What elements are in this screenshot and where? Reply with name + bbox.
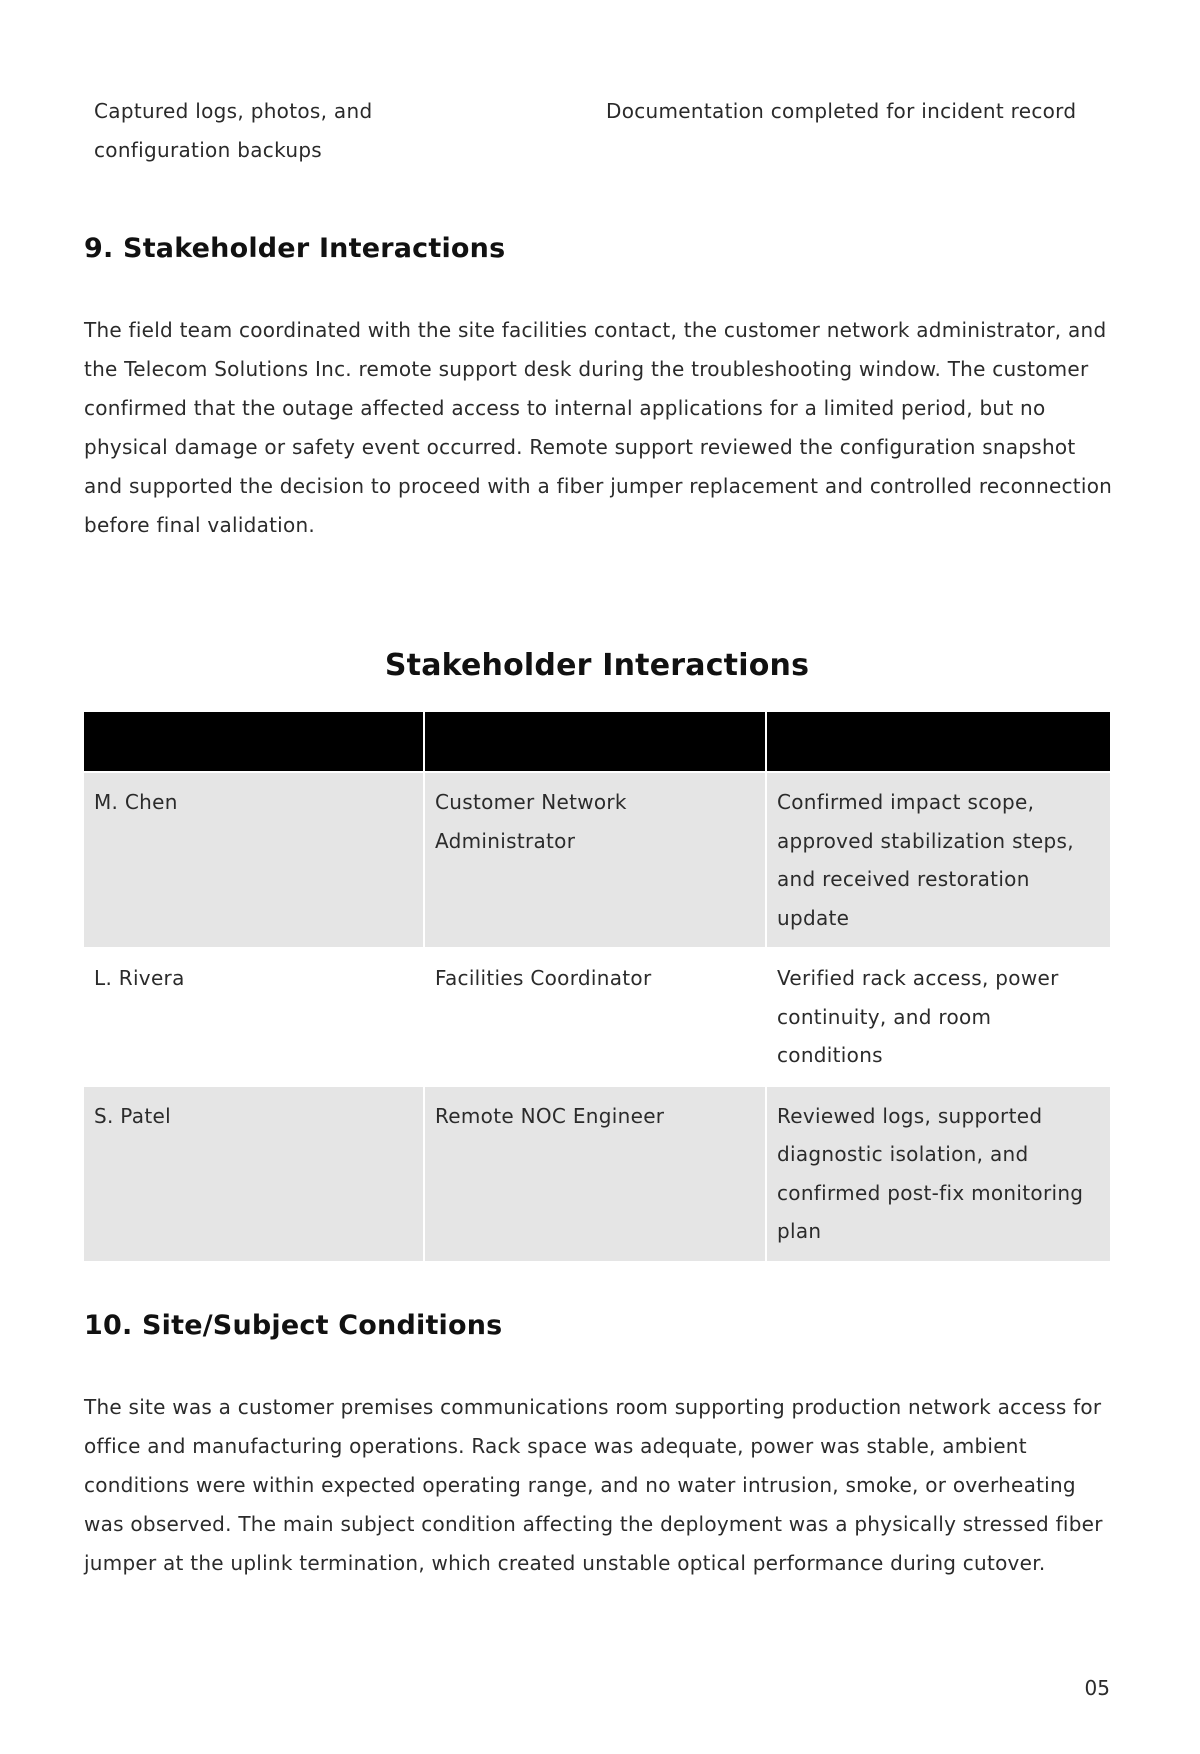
page-number: 05 — [1084, 1676, 1110, 1700]
section-10-heading: 10. Site/Subject Conditions — [84, 1310, 503, 1341]
cell-name: L. Rivera — [84, 947, 425, 1085]
header-cell-name — [84, 712, 425, 771]
cell-interaction: Confirmed impact scope, approved stabilization steps, and received restoration update — [767, 771, 1110, 947]
cell-interaction: Verified rack access, power continuity, and room conditions — [767, 947, 1110, 1085]
table-row — [84, 771, 1110, 947]
cell-role: Facilities Coordinator — [425, 947, 767, 1085]
table-row — [84, 1085, 1110, 1261]
section-9-paragraph: The field team coordinated with the site facilities contact, the customer network administrator, and the Telecom Solutions Inc. remote support desk during the troubleshooting window. The customer confirmed that the outage affected access to internal applications for a limited period, but no physical damage or safety event occurred. Remote support reviewed the configuration snapshot and supported the decision to proceed with a fiber jumper replacement and controlled reconnection before final validation. — [84, 318, 1113, 537]
section-10-paragraph: The site was a customer premises communications room supporting production network access for office and manufacturing operations. Rack space was adequate, power was stable, ambient conditions were within expected operating range, and no water intrusion, smoke, or overheating was observed. The main subject condition affecting the deployment was a physically stressed fiber jumper at the uplink termination, which created unstable optical performance during cutover. — [84, 1395, 1103, 1575]
stakeholder-table-header-row — [84, 712, 1110, 771]
cell-interaction: Reviewed logs, supported diagnostic isolation, and confirmed post-fix monitoring plan — [767, 1085, 1110, 1261]
carry-over-cell-outcome: Documentation completed for incident record — [606, 99, 1077, 123]
table-row — [84, 947, 1110, 1085]
cell-role: Customer Network Administrator — [425, 771, 767, 947]
header-cell-interaction — [767, 712, 1110, 771]
stakeholder-table — [84, 712, 1110, 1261]
stakeholder-table-title: Stakeholder Interactions — [384, 648, 810, 683]
header-cell-role — [425, 712, 767, 771]
cell-name: S. Patel — [84, 1085, 425, 1261]
cell-role: Remote NOC Engineer — [425, 1085, 767, 1261]
carry-over-cell-evidence: Captured logs, photos, and configuration backups — [94, 99, 373, 162]
carry-over-table-row — [84, 92, 1110, 180]
section-9-heading: 9. Stakeholder Interactions — [84, 233, 506, 264]
cell-name: M. Chen — [84, 771, 425, 947]
